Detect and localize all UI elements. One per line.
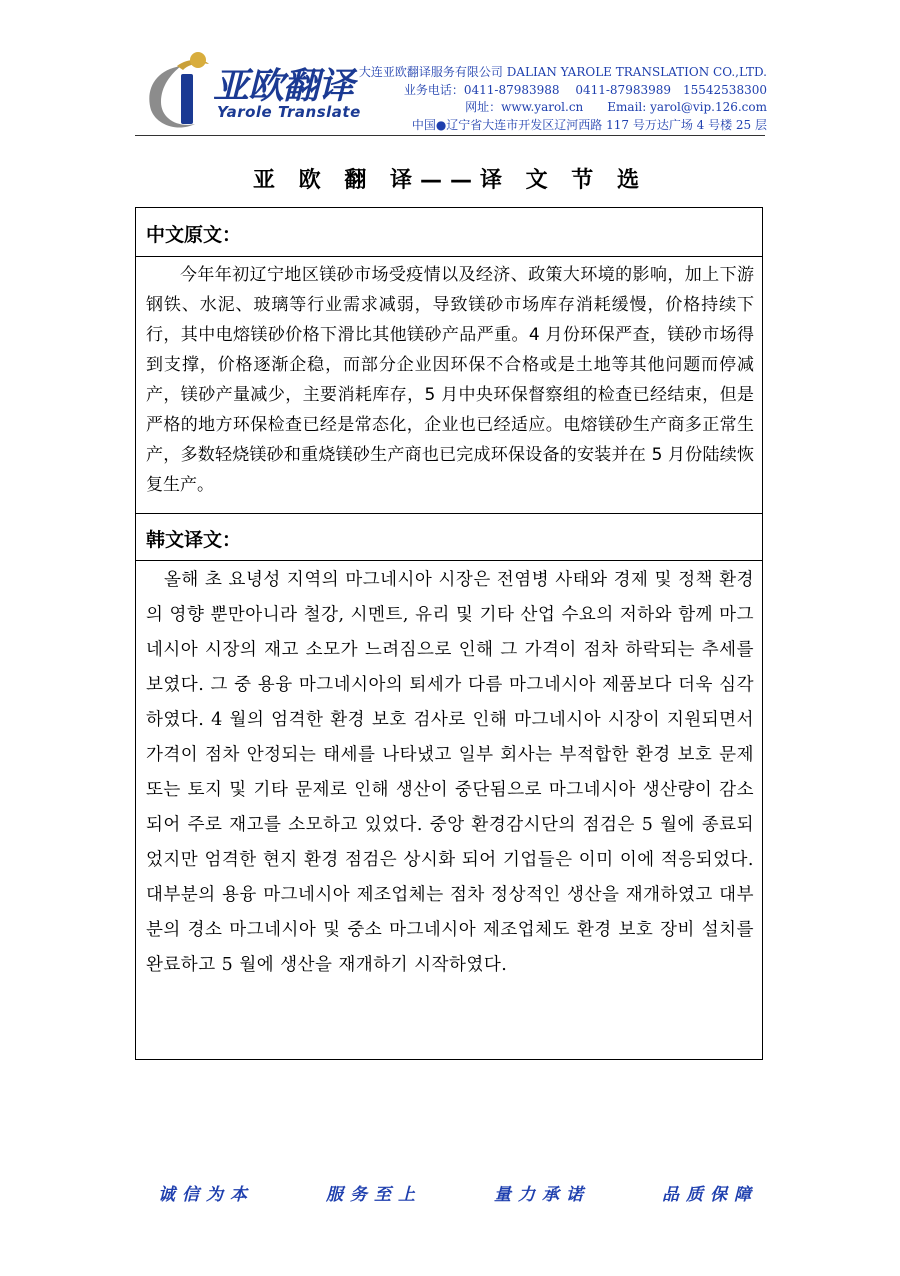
translation-text: 올해 초 요녕성 지역의 마그네시아 시장은 전염병 사태와 경제 및 정책 환경의 영향 뿐만아니라 철강, 시멘트, 유리 및 기타 산업 수요의 저하와 함께 마그네시아 시장의 재고 소모가 느려짐으로 인해 그 가격이 점차 하락되는 추세를 보였다. 그 중 용융 마그네시아의 퇴세가 다름 마그네시아 제품보다 더욱 심각하였다. 4 월의 엄격한 환경 보호 검사로 인해 마그네시아 시장이 지원되면서 가격이 점차 안정되는 태세를 나타냈고 일부 회사는 부적합한 환경 보호 문제 또는 토지 및 기타 문제로 인해 생산이 중단됨으로 마그네시아 생산량이 감소되어 주로 재고를 소모하고 있었다. 중앙 환경감시단의 점검은 5 월에 종료되었지만 엄격한 현지 환경 점검은 상시화 되어 기업들은 이미 이에 적응되었다. 대부분의 용융 마그네시아 제조업체는 점차 정상적인 생산을 재개하였고 대부분의 경소 마그네시아 및 중소 마그네시아 제조업체도 환경 보호 장비 설치를 완료하고 5 월에 생산을 재개하기 시작하였다. bbox=[146, 570, 754, 975]
logo-swoosh-icon bbox=[143, 48, 213, 132]
translation-table bbox=[135, 207, 763, 1060]
company-address: 中国●辽宁省大连市开发区辽河西路 117 号万达广场 4 号楼 25 层 bbox=[411, 117, 767, 132]
slogan-3: 量力承诺 bbox=[494, 1185, 590, 1205]
translation-label-row bbox=[136, 514, 762, 561]
translation-text-row bbox=[136, 561, 762, 1059]
page-title: 亚 欧 翻 译——译 文 节 选 bbox=[253, 168, 647, 193]
header-divider bbox=[135, 135, 765, 136]
letterhead bbox=[135, 40, 767, 136]
company-info bbox=[359, 64, 767, 134]
logo-english-name: Yarole Translate bbox=[217, 103, 361, 121]
source-label-row bbox=[136, 208, 762, 257]
translation-label: 韩文译文： bbox=[146, 529, 242, 551]
footer-slogans bbox=[158, 1180, 758, 1205]
company-name: 大连亚欧翻译服务有限公司 DALIAN YAROLE TRANSLATION CO.,LTD. bbox=[358, 65, 767, 79]
slogan-4: 品质保障 bbox=[662, 1185, 758, 1205]
source-label: 中文原文： bbox=[146, 224, 242, 246]
source-text-row bbox=[136, 257, 762, 514]
slogan-1: 诚信为本 bbox=[158, 1185, 254, 1205]
company-web-email: 网址：www.yarol.cn Email: yarol@vip.126.com bbox=[465, 100, 767, 114]
company-phone: 业务电话：0411-87983988 0411-87983989 15542538300 bbox=[403, 82, 767, 97]
slogan-2: 服务至上 bbox=[326, 1185, 422, 1205]
logo-chinese-name: 亚欧翻译 bbox=[213, 66, 354, 107]
company-logo bbox=[135, 48, 375, 132]
source-text: 今年年初辽宁地区镁砂市场受疫情以及经济、政策大环境的影响，加上下游钢铁、水泥、玻璃等行业需求减弱，导致镁砂市场库存消耗缓慢，价格持续下行，其中电熔镁砂价格下滑比其他镁砂产品严重。4 月份环保严查，镁砂市场得到支撑，价格逐渐企稳，而部分企业因环保不合格或是土地等其他问题而停减产，镁砂产量减少，主要消耗库存，5 月中央环保督察组的检查已经结束，但是严格的地方环保检查已经是常态化，企业也已经适应。电熔镁砂生产商多正常生产，多数轻烧镁砂和重烧镁砂生产商也已完成环保设备的安装并在 5 月份陆续恢复生产。 bbox=[146, 265, 754, 495]
